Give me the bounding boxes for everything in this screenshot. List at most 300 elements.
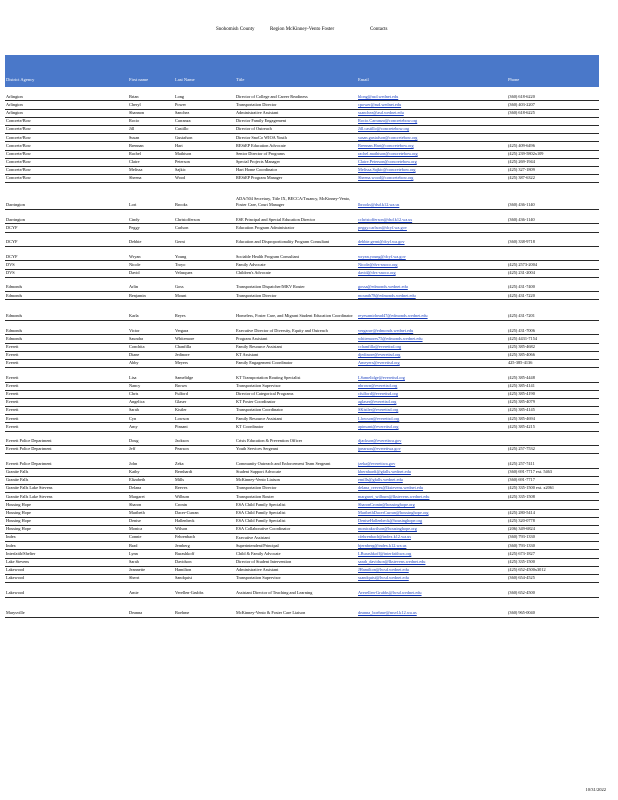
title-cell: Transportation Director <box>236 101 277 107</box>
last-name-cell: Fulford <box>175 391 188 397</box>
table-row <box>5 233 599 247</box>
table-row <box>5 446 599 454</box>
phone-cell: (425) 431-7400 <box>508 284 535 290</box>
last-name-cell: Carlson <box>175 224 189 230</box>
table-row <box>5 270 599 278</box>
email-link[interactable]: djackson@everettwa.gov <box>358 438 402 444</box>
phone-cell: (425) 385-4066 <box>508 352 535 358</box>
district-cell: Granite Falls Lake Stevens <box>6 493 53 499</box>
district-cell: DVS <box>6 261 15 267</box>
table-row <box>5 110 599 118</box>
first-name-cell: Lynn <box>129 550 138 556</box>
table-row <box>5 142 599 150</box>
last-name-cell: Samelidge <box>175 374 194 380</box>
last-name-cell: Long <box>175 93 185 99</box>
phone-cell: (360) 793-1330 <box>508 534 535 540</box>
district-cell: Everett <box>6 423 19 429</box>
phone-cell: (360) 618-6225 <box>508 109 535 115</box>
email-link[interactable]: wryan.young@dcyf.wa.gov <box>358 253 406 259</box>
table-row <box>5 493 599 501</box>
table-row <box>5 335 599 343</box>
title-cell: Education Program Administrator <box>236 224 295 230</box>
district-cell: Concrete/Bow <box>6 126 31 132</box>
first-name-cell: Victor <box>129 327 140 333</box>
table-row <box>5 261 599 269</box>
last-name-cell: Boehme <box>175 610 190 616</box>
title-cell: Director of Outreach <box>236 126 272 132</box>
last-name-cell: Cronin <box>175 501 187 507</box>
title-cell: ESA Child Family Specialist <box>236 501 286 507</box>
table-row <box>5 360 599 368</box>
last-name-cell: Davidson <box>175 559 192 565</box>
table-row <box>5 391 599 399</box>
last-name-cell: Power <box>175 101 186 107</box>
email-link[interactable]: sarah_davidson@lkstevens.wednet.edu <box>358 559 426 565</box>
email-link[interactable]: jzeka@everettwa.gov <box>358 460 396 466</box>
phone-cell: (425) 239-5802x109 <box>508 150 544 156</box>
phone-cell: (425) 335-1508 <box>508 493 535 499</box>
table-row <box>5 567 599 575</box>
first-name-cell: Brian <box>129 93 139 99</box>
email-link[interactable]: gossa@edmonds.wednet.edu <box>358 284 408 290</box>
email-link[interactable]: ssandquist@lwsd.wednet.edu <box>358 575 409 581</box>
email-link[interactable]: Sheena.wood@concretebow.org <box>358 175 414 181</box>
phone-cell: (425) 280-5414 <box>508 509 535 515</box>
title-cell: Crisis Education & Prevention Officer <box>236 438 303 444</box>
district-cell: Darrington <box>6 216 25 222</box>
title-cell: Family Engagement Coordinator <box>236 360 293 366</box>
email-link[interactable]: peggy.carlson@dcyf.wa.gov <box>358 224 407 230</box>
phone-cell: (360) 436-1140 <box>508 216 535 222</box>
table-row <box>5 550 599 558</box>
phone-cell: (425) 2573-2004 <box>508 261 537 267</box>
district-cell: Everett Police Department <box>6 460 52 466</box>
first-name-cell: Arlin <box>129 284 139 290</box>
district-cell: Lakewood <box>6 575 25 581</box>
first-name-cell: Wryan <box>129 253 141 259</box>
title-cell: McKinney-Vento & Foster Care Liaison <box>236 610 306 616</box>
district-cell: Edmonds <box>6 313 23 319</box>
title-cell: Student Support Advocate <box>236 469 282 474</box>
first-name-cell: Brad <box>129 542 138 548</box>
title-cell: ADA/504 Secretary, Title IX, BECCA/Truancy, McKinney-Vento, Foster Care, Court Manager <box>236 196 351 208</box>
email-link[interactable]: Jill.castillo@concretebow.org <box>358 126 410 132</box>
last-name-cell: Pearson <box>175 446 189 452</box>
email-link[interactable]: SharonCronin@housinghope.org <box>358 501 415 507</box>
phone-cell: (360) 691-7717 ext. 5463 <box>508 468 552 474</box>
title-cell: KT Coordinator <box>236 423 264 429</box>
first-name-cell: Karla <box>129 313 139 319</box>
first-name-cell: Cyn <box>129 415 137 421</box>
email-link[interactable]: kbernhardt@gfalls.wednet.edu <box>358 468 411 474</box>
last-name-cell: Zeka <box>175 460 184 466</box>
footer-date: 10/31/2022 <box>585 787 606 792</box>
last-name-cell: Carranza <box>175 118 191 124</box>
title-cell: Family Advocate <box>236 261 266 267</box>
first-name-cell: Maribeth <box>129 509 145 515</box>
title-cell: McKinney-Vento Liaison <box>236 477 280 483</box>
first-name-cell: Amy <box>129 423 138 429</box>
email-link[interactable]: susan.gustafson@concretebow.org <box>358 134 418 140</box>
email-link[interactable]: JHamilton@lwsd.wednet.edu <box>358 567 409 573</box>
table-row <box>5 598 599 619</box>
district-cell: Marysville <box>6 610 25 616</box>
contacts-table <box>5 55 599 618</box>
phone-cell: (425) 385-4682 <box>508 343 535 349</box>
title-cell: Child & Family Advocate <box>236 550 281 556</box>
first-name-cell: Benjamin <box>129 292 146 298</box>
district-cell: Lakewood <box>6 589 25 595</box>
email-link[interactable]: cfehrenbach@index.k12.wa.us <box>358 534 411 540</box>
phone-cell: (425) 327-1809 <box>508 167 535 173</box>
last-name-cell: Castillo <box>175 126 189 132</box>
document-header <box>0 27 618 37</box>
email-link[interactable]: lbrooks@dsd.k12.wa.us <box>358 202 400 208</box>
last-name-cell: Jedinore <box>175 352 190 358</box>
title-cell: Superintendent/Principal <box>236 542 279 548</box>
last-name-cell: Brown <box>175 382 187 388</box>
table-row <box>5 454 599 468</box>
email-link[interactable]: ssanchez@asd.wednet.edu <box>358 109 404 115</box>
table-row <box>5 344 599 352</box>
title-cell: ESE Principal and Special Education Director <box>236 216 316 222</box>
first-name-cell: Nancy <box>129 382 141 388</box>
phone-cell: (360) 403-2207 <box>508 101 535 107</box>
phone-cell: (425) 431-7201 <box>508 313 535 319</box>
first-name-cell: Chris <box>129 391 139 397</box>
phone-cell: (425) 385-4694 <box>508 415 535 421</box>
district-cell: Arlington <box>6 109 23 115</box>
phone-cell: (425) 4431-7154 <box>508 335 537 341</box>
district-cell: Concrete/Bow <box>6 134 31 140</box>
phone-cell: (425) 431-7006 <box>508 327 535 333</box>
first-name-cell: Nicole <box>129 261 141 267</box>
title-cell: Transportation Coordinator <box>236 407 283 413</box>
title-cell: Transportation Director <box>236 485 277 491</box>
last-name-cell: Reeves <box>175 485 188 491</box>
last-name-cell: Whitemore <box>175 335 195 341</box>
header-first-name: First name <box>129 77 149 82</box>
email-link[interactable]: LBurashkoff@interfaithwa.org <box>358 550 412 556</box>
last-name-cell: Vergara <box>175 327 189 333</box>
last-name-cell: Verellen-Grubbs <box>175 589 204 595</box>
email-link[interactable]: Llowson@everettsd.org <box>358 415 400 421</box>
district-cell: Everett <box>6 343 19 349</box>
email-link[interactable]: MaribethDacerCurran@housinghope.org <box>358 509 429 515</box>
district-cell: Everett <box>6 382 19 388</box>
last-name-cell: Reyes <box>175 313 186 319</box>
first-name-cell: Jill <box>129 126 135 132</box>
table-row <box>5 292 599 300</box>
first-name-cell: Brennan <box>129 142 144 148</box>
email-link[interactable]: Nicole@dvs-snoco.org <box>358 261 398 267</box>
district-cell: Index <box>6 534 16 540</box>
table-body <box>5 87 599 618</box>
first-name-cell: Margaret <box>129 493 145 499</box>
last-name-cell: Jackson <box>175 438 189 444</box>
phone-cell: (425) 257-7411 <box>508 460 535 466</box>
last-name-cell: Peterson <box>175 159 190 165</box>
table-row <box>5 485 599 493</box>
district-cell: DCYF <box>6 239 18 245</box>
email-link[interactable]: rachel.mathison@concretebow.org <box>358 150 418 156</box>
title-cell: Family Resource Assistant <box>236 343 282 349</box>
header-district: District Agency <box>6 77 35 82</box>
email-link[interactable]: whitemores75@edmonds.wednet.edu <box>358 335 423 341</box>
header-last-name: Last Name <box>175 77 195 82</box>
title-cell: Executive Assistant <box>236 534 270 540</box>
title-cell: Senior Director of Programs <box>236 150 285 156</box>
first-name-cell: Sherri <box>129 575 140 581</box>
last-name-cell: Mathison <box>175 150 192 156</box>
table-row <box>5 510 599 518</box>
title-cell: ESA Collaborative Coordinator <box>236 526 291 532</box>
district-cell: Housing Hope <box>6 518 31 524</box>
email-link[interactable]: delana_reeves@lkstevens.wednet.edu <box>358 485 424 491</box>
phone-cell: (425) 652-4500x3012 <box>508 567 546 573</box>
title-cell: Director of Student Intervention <box>236 559 292 565</box>
email-link[interactable]: monicakwilson@housinghope.org <box>358 526 417 532</box>
email-link[interactable]: apinsant@everettsd.org <box>358 423 399 429</box>
first-name-cell: Debbie <box>129 239 142 245</box>
title-cell: Administrative Assistant <box>236 567 279 573</box>
table-row <box>5 167 599 175</box>
email-link[interactable]: reyesamirhead47@edmonds.wednet.edu <box>358 313 428 319</box>
table-row <box>5 210 599 224</box>
district-cell: Concrete/Bow <box>6 150 31 156</box>
table-row <box>5 423 599 431</box>
table-row <box>5 134 599 142</box>
district-cell: Edmonds <box>6 284 23 290</box>
email-link[interactable]: bjernberg@index.k12.wa.us <box>358 542 407 548</box>
first-name-cell: John <box>129 460 138 466</box>
email-link[interactable]: djedinore@everettsd.org <box>358 352 401 358</box>
district-cell: Housing Hope <box>6 526 31 532</box>
last-name-cell: Hallenbeck <box>175 518 195 524</box>
email-link[interactable]: nbrown@everettsd.org <box>358 382 398 388</box>
district-cell: Lakewood <box>6 567 25 573</box>
district-cell: Concrete/Bow <box>6 167 31 173</box>
title-cell: Director Family Engagement <box>236 118 287 124</box>
district-cell: Interfaith/Shelter <box>6 550 36 556</box>
district-cell: Concrete/Bow <box>6 159 31 165</box>
last-name-cell: Kistler <box>175 407 187 413</box>
district-cell: Everett <box>6 407 19 413</box>
district-cell: Housing Hope <box>6 501 31 507</box>
first-name-cell: Sheena <box>129 175 142 181</box>
title-cell: Children's Advocate <box>236 270 271 276</box>
district-cell: Index <box>6 542 16 548</box>
title-cell: Hart Home Coordinator <box>236 167 278 173</box>
first-name-cell: Lisa <box>129 374 137 380</box>
email-link[interactable]: deanna_boehme@msvl.k12.wa.us <box>358 610 417 616</box>
email-link[interactable]: SKistler@everettsd.org <box>358 407 399 413</box>
district-cell: Everett <box>6 415 19 421</box>
email-link[interactable]: Rocio.Carranza@concretebow.org <box>358 118 418 124</box>
district-cell: Edmonds <box>6 327 23 333</box>
table-row <box>5 542 599 550</box>
table-row <box>5 101 599 109</box>
email-link[interactable]: emills@gfalls.wednet.edu <box>358 477 403 483</box>
email-link[interactable]: vergarav@edmonds.wednet.edu <box>358 327 414 333</box>
phone-cell: (425) 385-4215 <box>508 423 535 429</box>
email-link[interactable]: blong@asd.wednet.edu <box>358 93 399 99</box>
first-name-cell: Claire <box>129 159 140 165</box>
title-cell: Executive Director of Diversity, Equity and Outreach <box>236 327 328 333</box>
last-name-cell: Chanfilla <box>175 343 191 349</box>
email-link[interactable]: david@dvs-snoco.org <box>358 270 396 275</box>
title-cell: Transportation Router <box>236 493 274 499</box>
table-row <box>5 175 599 183</box>
table-row <box>5 534 599 542</box>
email-link[interactable]: debbie.gerni@dcyf.wa.gov <box>358 239 405 245</box>
region-label: Region McKinney-Vento Foster <box>270 27 335 32</box>
first-name-cell: Deanna <box>129 610 143 616</box>
table-row <box>5 559 599 567</box>
last-name-cell: Hart <box>175 142 183 148</box>
last-name-cell: Velasquez <box>175 270 193 275</box>
email-link[interactable]: Brennan.Hart@concretebow.org <box>358 142 414 148</box>
last-name-cell: Glaser <box>175 399 187 405</box>
district-cell: Edmonds <box>6 292 23 298</box>
phone-cell: (360) 338-9718 <box>508 239 535 245</box>
last-name-cell: Burashkoff <box>175 550 195 556</box>
title-cell: ESA Child Family Specialist <box>236 509 286 515</box>
last-name-cell: Troyo <box>175 261 186 267</box>
first-name-cell: Elizabeth <box>129 477 146 483</box>
table-row <box>5 159 599 167</box>
email-link[interactable]: mountb78@edmonds.wednet.edu <box>358 292 416 298</box>
first-name-cell: Lori <box>129 202 137 208</box>
table-row <box>5 321 599 335</box>
table-row <box>5 278 599 292</box>
phone-cell: (425) 385-4190 <box>508 391 535 397</box>
last-name-cell: Fehrenbach <box>175 534 196 540</box>
email-link[interactable]: Ameyers@everettsd.org <box>358 360 400 366</box>
first-name-cell: Jeannette <box>129 567 145 573</box>
last-name-cell: Lowson <box>175 415 189 421</box>
first-name-cell: Conchita <box>129 343 145 349</box>
title-cell: REStEP Program Manager <box>236 175 283 181</box>
last-name-cell: Christofferson <box>175 216 200 222</box>
table-row <box>5 583 599 597</box>
last-name-cell: Mount <box>175 292 187 298</box>
first-name-cell: Sarah <box>129 559 139 565</box>
title-cell: Director of College and Career Readiness <box>236 93 308 99</box>
email-link[interactable]: aglaser@everettsd.org <box>358 399 397 405</box>
district-cell: Concrete/Bow <box>6 175 31 181</box>
email-link[interactable]: cfulford@everettsd.org <box>358 391 399 397</box>
table-row <box>5 183 599 210</box>
table-row <box>5 118 599 126</box>
district-cell: Darrington <box>6 202 25 208</box>
phone-cell: (360) 436-1140 <box>508 202 535 208</box>
title-cell: Transportation Director <box>236 292 277 298</box>
table-header <box>5 55 599 87</box>
title-cell: Assistant Director of Teaching and Learning <box>236 589 313 595</box>
last-name-cell: Jernberg <box>175 542 190 548</box>
title-cell: Community Outreach and Enforcement Team Sergeant <box>236 460 331 466</box>
district-cell: DCYF <box>6 224 18 230</box>
district-cell: Everett Police Department <box>6 438 52 444</box>
first-name-cell: Peggy <box>129 224 140 230</box>
title-cell: Family Resource Assistant <box>236 415 282 421</box>
email-link[interactable]: Claire.Peterson@concretebow.org <box>358 159 417 165</box>
email-link[interactable]: Melissa.Sajkic@concretebow.org <box>358 167 416 173</box>
table-row <box>5 518 599 526</box>
phone-cell: (425) 385-4141 <box>508 382 535 388</box>
title-cell: Transportation Supervisor <box>236 382 281 388</box>
first-name-cell: David <box>129 270 140 275</box>
district-cell: Everett Police Department <box>6 446 52 452</box>
title-cell: Special Projects Manager <box>236 159 280 165</box>
phone-cell: (425) 335-1500 <box>508 559 535 565</box>
title-cell: Director SnoCo WIOA Youth <box>236 134 287 140</box>
first-name-cell: Delana <box>129 485 142 491</box>
district-cell: Arlington <box>6 101 23 107</box>
email-link[interactable]: LSamelidge@everettsd.org <box>358 374 405 380</box>
phone-cell: 425-385-4136 <box>508 360 533 366</box>
phone-cell: (425) 385-4079 <box>508 399 535 405</box>
email-link[interactable]: cpower@asd.wednet.edu <box>358 101 402 107</box>
district-cell: Granite Falls <box>6 477 29 483</box>
table-row <box>5 87 599 101</box>
email-link[interactable]: margaret_wilburn@lkstevens.wednet.edu <box>358 493 430 499</box>
email-link[interactable]: cchanfilla@everettsd.org <box>358 343 402 349</box>
district-cell: Everett <box>6 374 19 380</box>
phone-cell: (425) 673-1827 <box>508 550 535 556</box>
last-name-cell: Bernhardt <box>175 468 193 474</box>
last-name-cell: Wilson <box>175 526 188 532</box>
title-cell: Homeless, Foster Care, and Migrant Student Education Coordinator <box>236 313 353 319</box>
first-name-cell: Monica <box>129 526 143 532</box>
header-phone: Phone <box>508 77 520 82</box>
phone-cell: (425) 269-1944 <box>508 159 535 165</box>
district-cell: DCYF <box>6 253 18 259</box>
first-name-cell: Doug <box>129 438 139 444</box>
table-row <box>5 368 599 382</box>
phone-cell: (360) 691-7717 <box>508 477 535 483</box>
first-name-cell: Cheryl <box>129 101 141 107</box>
district-cell: Everett <box>6 352 19 358</box>
first-name-cell: Rachel <box>129 150 141 156</box>
first-name-cell: Diane <box>129 352 140 358</box>
last-name-cell: Goss <box>175 284 184 290</box>
header-title: Title <box>236 77 245 82</box>
table-row <box>5 477 599 485</box>
district-cell: Housing Hope <box>6 509 31 515</box>
table-row <box>5 501 599 509</box>
table-row <box>5 151 599 159</box>
district-cell: Everett <box>6 399 19 405</box>
table-row <box>5 383 599 391</box>
table-row <box>5 415 599 423</box>
email-link[interactable]: Averellen-Grubbs@lwsd.wednet.edu <box>358 589 422 595</box>
table-row <box>5 407 599 415</box>
district-cell: DVS <box>6 270 15 275</box>
phone-cell: (425) 409-6496 <box>508 142 535 148</box>
phone-cell: (360) 654-4525 <box>508 575 535 581</box>
email-link[interactable]: cchristofferson@dsd.k12.wa.us <box>358 216 413 222</box>
table-row <box>5 126 599 134</box>
phone-cell: (425) 385-4448 <box>508 374 535 380</box>
phone-cell: (425) 385-4145 <box>508 407 535 413</box>
email-link[interactable]: DeniseHallenbeck@housinghope.org <box>358 518 423 524</box>
phone-cell: (360) 618-6220 <box>508 93 535 99</box>
last-name-cell: Hamilton <box>175 567 192 573</box>
email-link[interactable]: jpearson@everettwa.gov <box>358 446 401 452</box>
phone-cell: (425) 231-2004 <box>508 270 535 275</box>
